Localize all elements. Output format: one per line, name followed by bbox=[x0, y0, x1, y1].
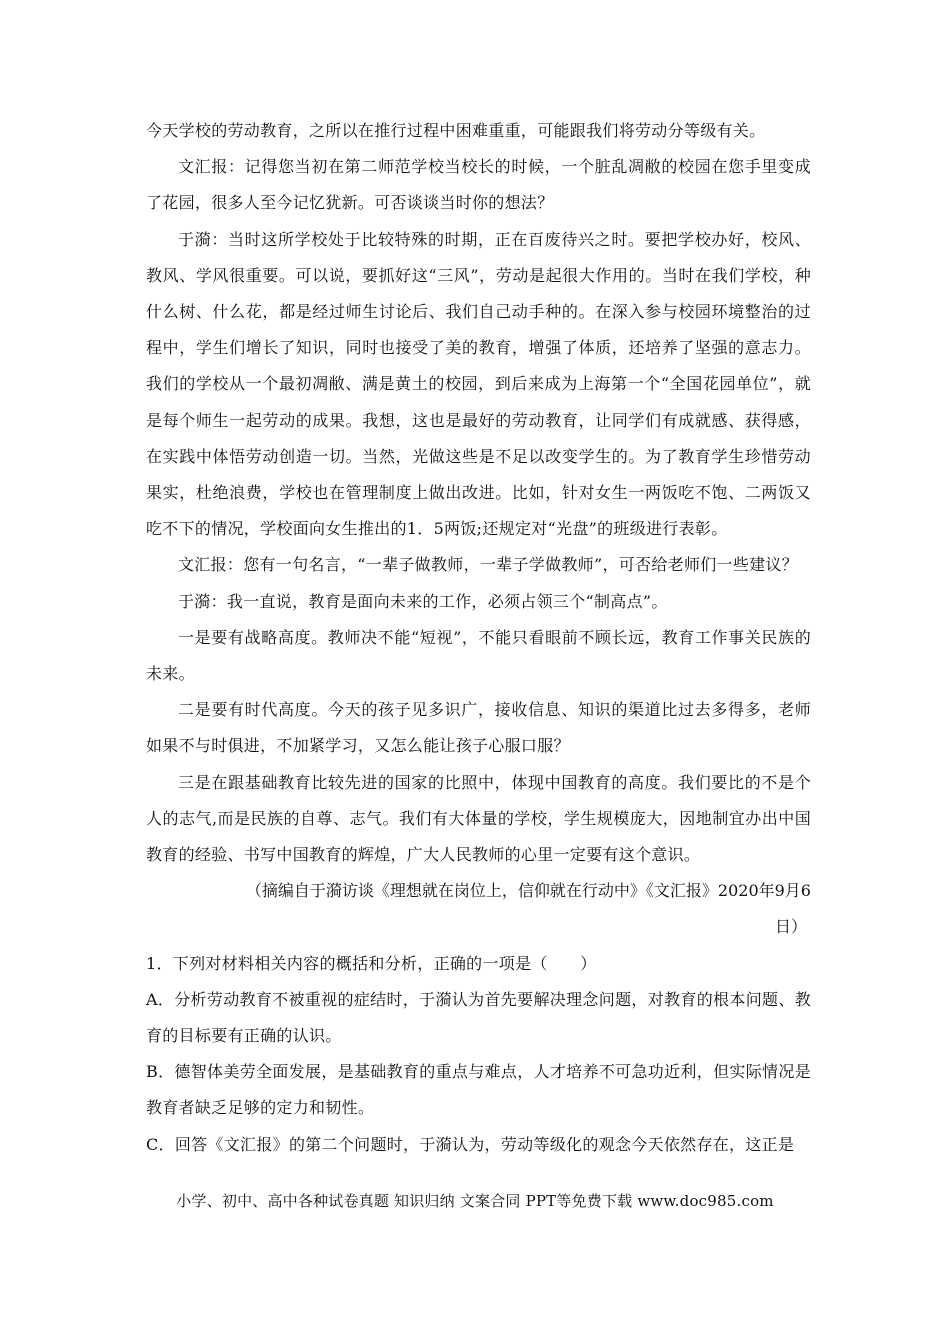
point-two: 二是要有时代高度。今天的孩子见多识广，接收信息、知识的渠道比过去多得多，老师如果不与时俱进，不加紧学习，又怎么能让孩子心服口服？ bbox=[146, 700, 811, 756]
question-stem: 1．下列对材料相关内容的概括和分析，正确的一项是（ ） bbox=[146, 953, 597, 973]
interview-answer-2: 于漪：当时这所学校处于比较特殊的时期，正在百废待兴之时。要把学校办好，校风、教风、学风很重要。可以说，要抓好这“三风”，劳动是起很大作用的。当时在我们学校，种什么树、什么花，都是经过师生讨论后、我们自己动手种的。在深入参与校园环境整治的过程中，学生们增长了知识，同时也接受了美的教育，增强了体质，还培养了坚强的意志力。我们的学校从一个最初凋敝、满是黄土的校园，到后来成为上海第一个“全国花园单位”，就是每个师生一起劳动的成果。我想，这也是最好的劳动教育，让同学们有成就感、获得感，在实践中体悟劳动创造一切。当然，光做这些是不足以改变学生的。为了教育学生珍惜劳动果实，杜绝浪费，学校也在管理制度上做出改进。比如，针对女生一两饭吃不饱、二两饭又吃不下的情况，学校面向女生推出的1．5两饭;还规定对“光盘”的班级进行表彰。 bbox=[146, 229, 811, 539]
document-body bbox=[146, 113, 811, 1163]
source-citation-end: 日） bbox=[774, 917, 807, 937]
option-b: B．德智体美劳全面发展，是基础教育的重点与难点，人才培养不可急功近利，但实际情况是教育者缺乏足够的定力和韧性。 bbox=[146, 1062, 811, 1118]
point-one: 一是要有战略高度。教师决不能“短视”，不能只看眼前不顾长远，教育工作事关民族的未来。 bbox=[146, 627, 811, 684]
option-a: A．分析劳动教育不被重视的症结时，于漪认为首先要解决理念问题，对教育的根本问题、教育的目标要有正确的认识。 bbox=[146, 989, 811, 1046]
option-c: C．回答《文汇报》的第二个问题时，于漪认为，劳动等级化的观念今天依然存在，这正是 bbox=[146, 1134, 795, 1154]
paragraph-continuation: 今天学校的劳动教育，之所以在推行过程中困难重重，可能跟我们将劳动分等级有关。 bbox=[146, 121, 766, 140]
point-three: 三是在跟基础教育比较先进的国家的比照中，体现中国教育的高度。我们要比的不是个人的志气,而是民族的自尊、志气。我们有大体量的学校，学生规模庞大，因地制宜办出中国教育的经验、书写中国教育的辉煌，广大人民教师的心里一定要有这个意识。 bbox=[146, 772, 811, 865]
source-citation: （摘编自于漪访谈《理想就在岗位上，信仰就在行动中》《文汇报》2020年9月6 bbox=[245, 881, 811, 901]
interview-question-3: 文汇报：您有一句名言，“一辈子做教师，一辈子学做教师”，可否给老师们一些建议？ bbox=[178, 555, 799, 575]
page-footer: 小学、初中、高中各种试卷真题 知识归纳 文案合同 PPT等免费下载 www.doc985.com bbox=[176, 1192, 774, 1210]
interview-answer-3: 于漪：我一直说，教育是面向未来的工作，必须占领三个“制高点”。 bbox=[178, 591, 668, 611]
interview-question-2: 文汇报：记得您当初在第二师范学校当校长的时候，一个脏乱凋敝的校园在您手里变成了花园，很多人至今记忆犹新。可否谈谈当时你的想法？ bbox=[146, 157, 811, 213]
